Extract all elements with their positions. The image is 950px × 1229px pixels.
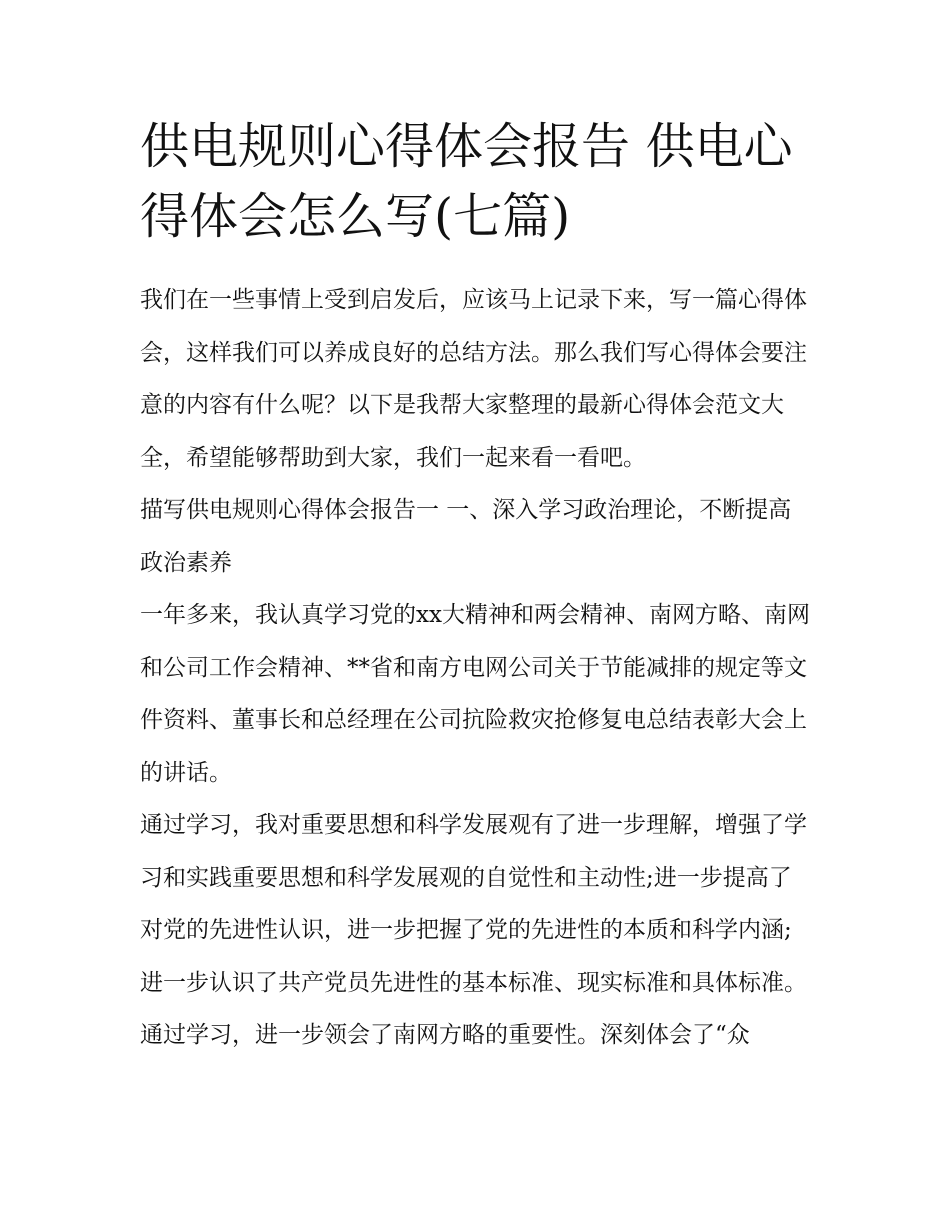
paragraph-intro: 我们在一些事情上受到启发后，应该马上记录下来，写一篇心得体会，这样我们可以养成良好的总结方法。那么我们写心得体会要注意的内容有什么呢？以下是我帮大家整理的最新心得体会范文大全，希望能够帮助到大家，我们一起来看一看吧。 (140, 287, 807, 471)
paragraph-study: 一年多来，我认真学习党的xx大精神和两会精神、南网方略、南网和公司工作会精神、**省和南方电网公司关于节能减排的规定等文件资料、董事长和总经理在公司抗险救灾抢修复电总结表彰大会上的讲话。 (140, 602, 810, 786)
document-page (140, 112, 812, 1062)
paragraph-strategy: 通过学习，进一步领会了南网方略的重要性。深刻体会了“众 (140, 1022, 750, 1048)
paragraph-section-heading: 描写供电规则心得体会报告一 一、深入学习政治理论，不断提高政治素养 (140, 497, 792, 576)
document-title: 供电规则心得体会报告 供电心得体会怎么写(七篇) (140, 118, 793, 245)
paragraph-understanding: 通过学习，我对重要思想和科学发展观有了进一步理解，增强了学习和实践重要思想和科学发展观的自觉性和主动性;进一步提高了对党的先进性认识，进一步把握了党的先进性的本质和科学内涵;进一步认识了共产党员先进性的基本标准、现实标准和具体标准。 (140, 812, 807, 996)
document-body (140, 274, 812, 1062)
